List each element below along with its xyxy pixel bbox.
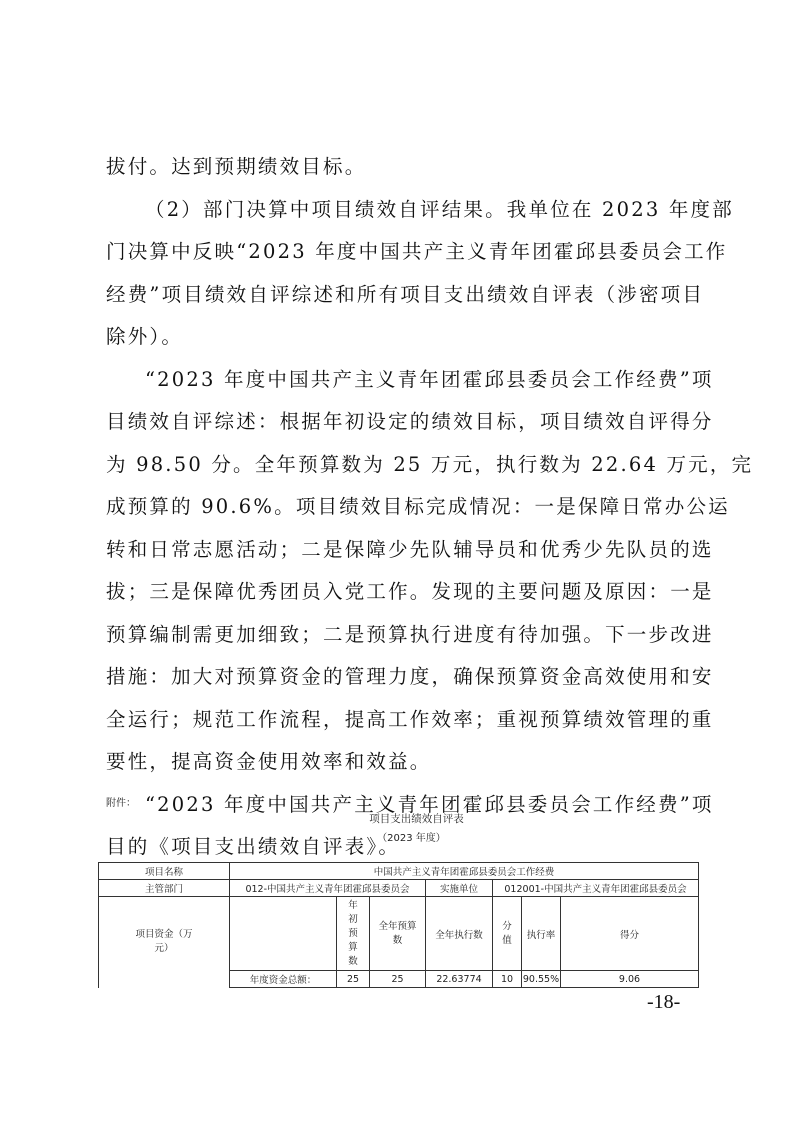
table-row xyxy=(99,880,699,897)
text-line: “2023 年度中国共产主义青年团霍邱县委员会工作经费”项 xyxy=(145,368,714,391)
text-line: （2）部门决算中项目绩效自评结果。我单位在 2023 年度部 xyxy=(145,198,734,221)
text-line: 转和日常志愿活动；二是保障少先队辅导员和优秀少先队员的选 xyxy=(106,538,714,561)
cell-score-weight: 10 xyxy=(493,971,522,988)
attachment-label: 附件： xyxy=(106,798,136,809)
self-evaluation-table xyxy=(98,862,699,988)
header-annual-budget: 全年预算数 xyxy=(370,897,426,971)
cell-executed: 22.63774 xyxy=(426,971,493,988)
row-label: 年度资金总额： xyxy=(230,971,337,988)
table-row xyxy=(99,897,699,971)
header-exec-rate: 执行率 xyxy=(522,897,561,971)
cell-exec-rate: 90.55% xyxy=(522,971,561,988)
text-line: 除外）。 xyxy=(106,325,184,348)
text-line: 拔付。达到预期绩效目标。 xyxy=(106,155,367,178)
header-score: 得分 xyxy=(561,897,699,971)
text-line: 拔；三是保障优秀团员入党工作。发现的主要问题及原因：一是 xyxy=(106,580,714,603)
table-title: 项目支出绩效自评表 xyxy=(369,813,464,825)
funds-label-text: 项目资金（万元） xyxy=(135,929,193,955)
cell-annual-budget: 25 xyxy=(370,971,426,988)
impl-label: 实施单位 xyxy=(426,880,493,897)
dept-label: 主管部门 xyxy=(99,880,230,897)
cell-initial-budget: 25 xyxy=(337,971,370,988)
text-line: 措施：加大对预算资金的管理力度，确保预算资金高效使用和安 xyxy=(106,665,714,688)
text-line: 要性，提高资金使用效率和效益。 xyxy=(106,750,432,773)
cell-score: 9.06 xyxy=(561,971,699,988)
text-line: 目的《项目支出绩效自评表》。 xyxy=(106,835,401,858)
text-line: 为 98.50 分。全年预算数为 25 万元，执行数为 22.64 万元，完 xyxy=(106,453,754,476)
dept-value: 012-中国共产主义青年团霍邱县委员会 xyxy=(230,880,426,897)
text-line: 成预算的 90.6%。项目绩效目标完成情况：一是保障日常办公运 xyxy=(106,495,730,518)
impl-value: 012001-中国共产主义青年团霍邱县委员会 xyxy=(493,880,699,897)
project-name-label: 项目名称 xyxy=(99,863,230,880)
table-row xyxy=(99,863,699,880)
header-score-weight: 分值 xyxy=(493,897,522,971)
header-executed: 全年执行数 xyxy=(426,897,493,971)
text-line: 全运行；规范工作流程，提高工作效率；重视预算绩效管理的重 xyxy=(106,708,714,731)
table-subtitle: （2023 年度） xyxy=(377,833,446,844)
page-number: -18- xyxy=(647,991,681,1013)
header-initial-budget: 年初预算数 xyxy=(337,897,370,971)
text-line: 目绩效自评综述：根据年初设定的绩效目标，项目绩效自评得分 xyxy=(106,410,714,433)
empty-cell xyxy=(230,897,337,971)
text-line: 预算编制需更加细致；二是预算执行进度有待加强。下一步改进 xyxy=(106,623,714,646)
text-line: 门决算中反映“2023 年度中国共产主义青年团霍邱县委员会工作 xyxy=(106,240,728,263)
funds-label xyxy=(99,897,230,988)
text-line: 经费”项目绩效自评综述和所有项目支出绩效自评表（涉密项目 xyxy=(106,283,705,306)
text-line: “2023 年度中国共产主义青年团霍邱县委员会工作经费”项 xyxy=(145,793,714,816)
project-name: 中国共产主义青年团霍邱县委员会工作经费 xyxy=(230,863,699,880)
